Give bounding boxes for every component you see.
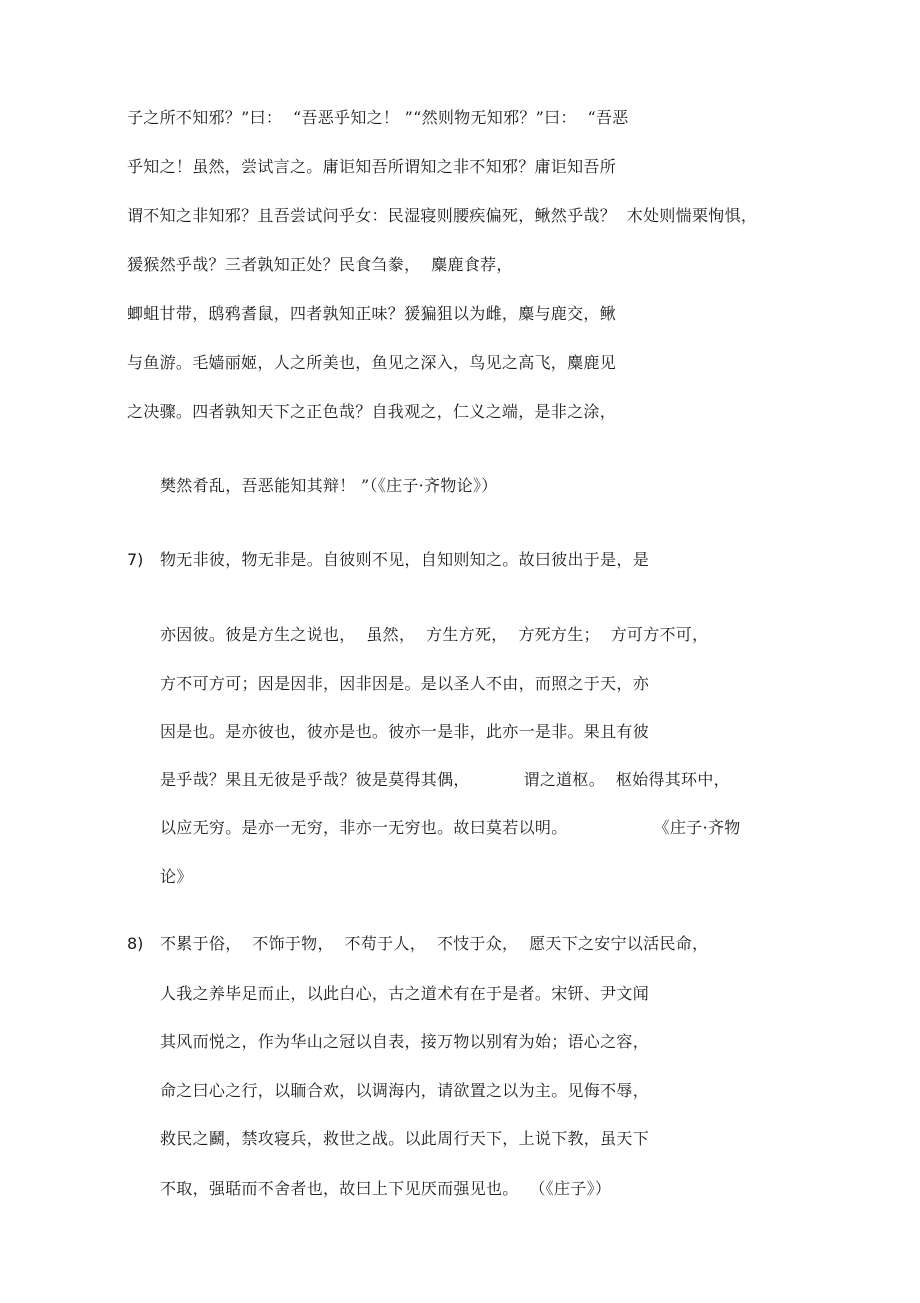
passage6-line: 猨猴然乎哉？三者孰知正处？民食刍豢， 麋鹿食荐， — [127, 255, 513, 274]
passage8-line: 不取，强聒而不舍者也，故曰上下见厌而强见也。 （《庄子》） — [160, 1179, 612, 1198]
passage7-line: 论》 — [160, 867, 193, 886]
passage8-line: 命之曰心之行，以聏合欢，以调海内，请欲置之以为主。见侮不辱， — [160, 1081, 650, 1100]
passage8-line: 救民之鬬，禁攻寝兵，救世之战。以此周行天下，上说下教，虽天下 — [160, 1129, 650, 1148]
passage6-line: 与鱼游。毛嫱丽姬，人之所美也，鱼见之深入，鸟见之高飞，麋鹿见 — [127, 353, 617, 372]
passage6-line: 子之所不知邪？”曰： “吾恶乎知之！ ”“然则物无知邪？”曰： “吾恶 — [127, 108, 629, 127]
passage6-line: 蝍蛆甘带，鸱鸦耆鼠，四者孰知正味？猨猵狙以为雌，麋与鹿交，鳅 — [127, 304, 617, 323]
passage7-line: 以应无穷。是亦一无穷，非亦一无穷也。故曰莫若以明。 《庄子·齐物 — [160, 818, 741, 837]
passage6-line: 之决骤。四者孰知天下之正色哉？自我观之，仁义之端，是非之涂， — [127, 402, 617, 421]
passage7-line: 方不可方可；因是因非，因非因是。是以圣人不由，而照之于天，亦 — [160, 674, 650, 693]
passage7-line: 物无非彼，物无非是。自彼则不见，自知则知之。故曰彼出于是，是 — [160, 550, 650, 569]
passage7-line: 是乎哉？果且无彼是乎哉？彼是莫得其偶， 谓之道枢。 枢始得其环中， — [160, 770, 730, 789]
passage7-line: 亦因彼。彼是方生之说也， 虽然， 方生方死， 方死方生； 方可方不可， — [160, 625, 709, 644]
passage8-line: 不累于俗， 不饰于物， 不苟于人， 不忮于众， 愿天下之安宁以活民命， — [160, 934, 709, 953]
passage7-number: 7) — [127, 550, 144, 569]
passage6-line: 乎知之！虽然，尝试言之。庸讵知吾所谓知之非不知邪？庸讵知吾所 — [127, 157, 617, 176]
passage8-number: 8) — [127, 934, 144, 953]
passage8-line: 人我之养毕足而止，以此白心，古之道术有在于是者。宋钘、尹文闻 — [160, 984, 650, 1003]
passage6-line: 樊然肴乱，吾恶能知其辩！ ”（《庄子·齐物论》） — [160, 476, 498, 495]
passage6-line: 谓不知之非知邪？且吾尝试问乎女：民湿寝则腰疾偏死，鳅然乎哉？ 木处则惴栗恂惧， — [127, 206, 758, 225]
passage7-line: 因是也。是亦彼也，彼亦是也。彼亦一是非，此亦一是非。果且有彼 — [160, 722, 650, 741]
passage8-line: 其风而悦之，作为华山之冠以自表，接万物以别宥为始；语心之容， — [160, 1032, 650, 1051]
